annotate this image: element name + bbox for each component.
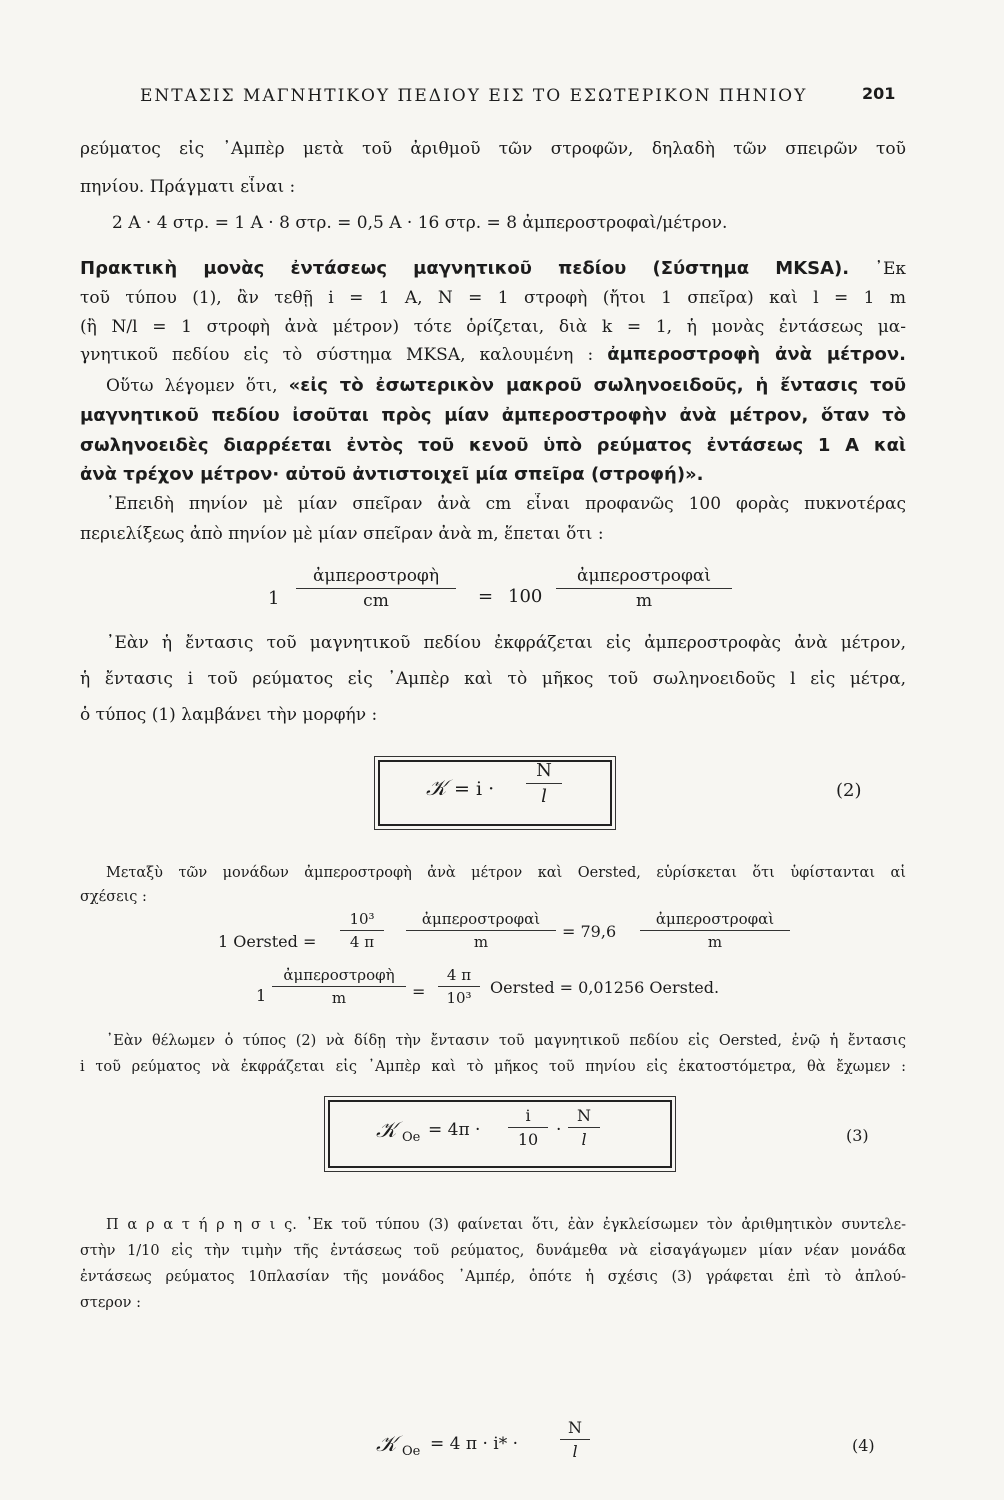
fraction — [406, 910, 556, 951]
text-fragment: ᾿Εκ τοῦ τύπου (3) φαίνεται ὅτι, ἐὰν ἐγκλείσωμεν τὸν ἀριθμητικὸν συντελε- — [305, 1217, 906, 1233]
spaced-heading: Π α ρ α τ ή ρ η σ ι ς. — [106, 1217, 297, 1233]
fraction-denominator: m — [707, 933, 723, 951]
equals-sign: = — [412, 982, 426, 1001]
equation-middle: = 79,6 — [562, 922, 617, 941]
equation-rest: Oersted = 0,01256 Oersted. — [490, 978, 720, 997]
bold-definition: ἀνὰ τρέχον μέτρον· αὐτοῦ ἀντιστοιχεῖ μία σπεῖρα (στροφή)». — [80, 464, 704, 485]
fraction — [296, 566, 456, 611]
page-number: 201 — [862, 84, 896, 103]
fraction-numerator: ἀμπεροστροφαὶ — [640, 910, 790, 931]
text-line: στερον : — [80, 1295, 141, 1311]
fraction-numerator: N — [526, 760, 562, 784]
fraction-denominator: 10³ — [446, 989, 472, 1007]
fraction — [568, 1106, 600, 1149]
fraction-denominator: m — [331, 989, 347, 1007]
text-line: ἐντάσεως ρεύματος 10πλασίαν τῆς μονάδος ᾿Αμπέρ, ὁπότε ἡ σχέσις (3) γράφεται ἐπὶ τὸ ἁπλού- — [80, 1269, 906, 1285]
paragraph-line — [80, 344, 906, 366]
fraction-numerator: N — [560, 1418, 590, 1440]
formula-text: = i · — [454, 778, 495, 800]
fraction-denominator: l — [581, 1130, 587, 1149]
text-fragment: γνητικοῦ πεδίου εἰς τὸ σύστημα MKSA, καλουμένη : — [80, 345, 594, 365]
fraction-numerator: 4 π — [438, 966, 480, 987]
text-fragment: ᾿Εκ — [874, 259, 906, 279]
section-heading: Πρακτικὴ μονὰς ἐντάσεως μαγνητικοῦ πεδίου (Σύστημα MKSA). — [80, 258, 850, 279]
equals-sign: = — [478, 586, 494, 607]
text-line: πηνίου. Πράγματι εἶναι : — [80, 177, 296, 197]
text-line: Μεταξὺ τῶν μονάδων ἀμπεροστροφὴ ἀνὰ μέτρον καὶ Oersted, εὑρίσκεται ὅτι ὑφίστανται αἱ — [106, 865, 906, 881]
subscript: Oe — [402, 1130, 421, 1145]
fraction-numerator: i — [508, 1106, 548, 1128]
paragraph-line — [106, 375, 906, 397]
fraction — [508, 1106, 548, 1149]
text-line: ὁ τύπος (1) λαμβάνει τὴν μορφήν : — [80, 705, 378, 725]
field-symbol: 𝒦 — [376, 1118, 397, 1143]
eq-number: 100 — [508, 586, 543, 607]
bold-term: ἀμπεροστροφὴ ἀνὰ μέτρον. — [607, 344, 906, 365]
fraction — [556, 566, 732, 611]
bold-definition: σωληνοειδὲς διαρρέεται ἐντὸς τοῦ κενοῦ ὑπὸ ρεύματος ἐντάσεως 1 Α καὶ — [80, 435, 906, 456]
fraction-numerator: ἀμπεροστροφαὶ — [406, 910, 556, 931]
fraction — [640, 910, 790, 951]
fraction-denominator: 10 — [517, 1130, 539, 1149]
paragraph-line — [80, 258, 906, 280]
fraction-denominator: l — [572, 1442, 578, 1461]
formula-box — [378, 760, 612, 826]
fraction — [272, 966, 406, 1007]
equation-number: (2) — [836, 780, 862, 801]
subscript: Oe — [402, 1444, 421, 1459]
formula-text: = 4 π · i* · — [430, 1434, 518, 1454]
dot-operator: · — [556, 1120, 562, 1140]
field-symbol: 𝒦 — [426, 776, 447, 801]
text-fragment: Οὕτω λέγομεν ὅτι, — [106, 376, 278, 396]
text-line: τοῦ τύπου (1), ἂν τεθῇ i = 1 A, N = 1 στροφὴ (ἤτοι 1 σπεῖρα) καὶ l = 1 m — [80, 288, 906, 308]
fraction-denominator: 4 π — [349, 933, 375, 951]
field-symbol: 𝒦 — [376, 1432, 397, 1457]
bold-definition: «εἰς τὸ ἐσωτερικὸν μακροῦ σωληνοειδοῦς, ἡ ἔντασις τοῦ — [288, 375, 906, 396]
text-line: ἡ ἔντασις i τοῦ ρεύματος εἰς ᾿Αμπὲρ καὶ τὸ μῆκος τοῦ σωληνοειδοῦς l εἰς μέτρα, — [80, 669, 906, 689]
text-line: (ἢ N/l = 1 στροφὴ ἀνὰ μέτρον) τότε ὁρίζεται, διὰ k = 1, ἡ μονὰς ἐντάσεως μα- — [80, 317, 906, 337]
fraction — [340, 910, 384, 951]
bold-definition: μαγνητικοῦ πεδίου ἰσοῦται πρὸς μίαν ἀμπεροστροφὴν ἀνὰ μέτρον, ὅταν τὸ — [80, 405, 906, 426]
text-line: σχέσεις : — [80, 889, 147, 905]
eq-one: 1 — [268, 588, 280, 609]
text-line: ᾿Εὰν θέλωμεν ὁ τύπος (2) νὰ δίδῃ τὴν ἔντασιν τοῦ μαγνητικοῦ πεδίου εἰς Oersted, ἐνῷ ἡ ἔντασις — [106, 1033, 906, 1049]
text-line: i τοῦ ρεύματος νὰ ἐκφράζεται εἰς ᾿Αμπὲρ καὶ τὸ μῆκος τοῦ πηνίου εἰς ἑκατοστόμετρα, θὰ ἔχωμεν : — [80, 1059, 906, 1075]
fraction-denominator: m — [473, 933, 489, 951]
eq-one: 1 — [256, 986, 267, 1005]
equation-number: (3) — [846, 1126, 869, 1145]
fraction — [526, 760, 562, 807]
text-line: ρεύματος εἰς ᾿Αμπὲρ μετὰ τοῦ ἀριθμοῦ τῶν στροφῶν, δηλαδὴ τῶν σπειρῶν τοῦ — [80, 139, 906, 159]
equation-line: 2 Α · 4 στρ. = 1 Α · 8 στρ. = 0,5 Α · 16 στρ. = 8 ἀμπεροστροφαὶ/μέτρον. — [112, 213, 728, 233]
fraction-numerator: 10³ — [340, 910, 384, 931]
running-header: ΕΝΤΑΣΙΣ ΜΑΓΝΗΤΙΚΟΥ ΠΕΔΙΟΥ ΕΙΣ ΤΟ ΕΣΩΤΕΡΙΚΟΝ ΠΗΝΙΟΥ — [140, 86, 808, 106]
equation-number: (4) — [852, 1436, 875, 1455]
fraction-numerator: ἀμπεροστροφαὶ — [556, 566, 732, 589]
text-line: ᾿Επειδὴ πηνίον μὲ μίαν σπεῖραν ἀνὰ cm εἶναι προφανῶς 100 φορὰς πυκνοτέρας — [106, 494, 906, 514]
formula-text: = 4π · — [428, 1120, 481, 1140]
fraction-denominator: cm — [363, 591, 389, 611]
text-line: ᾿Εὰν ἡ ἔντασις τοῦ μαγνητικοῦ πεδίου ἐκφράζεται εἰς ἀμπεροστροφὰς ἀνὰ μέτρον, — [106, 633, 906, 653]
equation-lhs: 1 Oersted = — [218, 932, 317, 951]
text-line: στὴν 1/10 εἰς τὴν τιμὴν τῆς ἐντάσεως τοῦ ρεύματος, δυνάμεθα νὰ εἰσαγάγωμεν μίαν νέαν μονάδα — [80, 1243, 906, 1259]
fraction-numerator: N — [568, 1106, 600, 1128]
fraction-denominator: m — [635, 591, 653, 611]
fraction-denominator: l — [541, 786, 547, 807]
fraction — [560, 1418, 590, 1461]
fraction — [438, 966, 480, 1007]
fraction-numerator: ἀμπεροστροφὴ — [272, 966, 406, 987]
paragraph-line — [106, 1214, 906, 1236]
text-line: περιελίξεως ἀπὸ πηνίον μὲ μίαν σπεῖραν ἀνὰ m, ἕπεται ὅτι : — [80, 524, 604, 544]
fraction-numerator: ἀμπεροστροφὴ — [296, 566, 456, 589]
